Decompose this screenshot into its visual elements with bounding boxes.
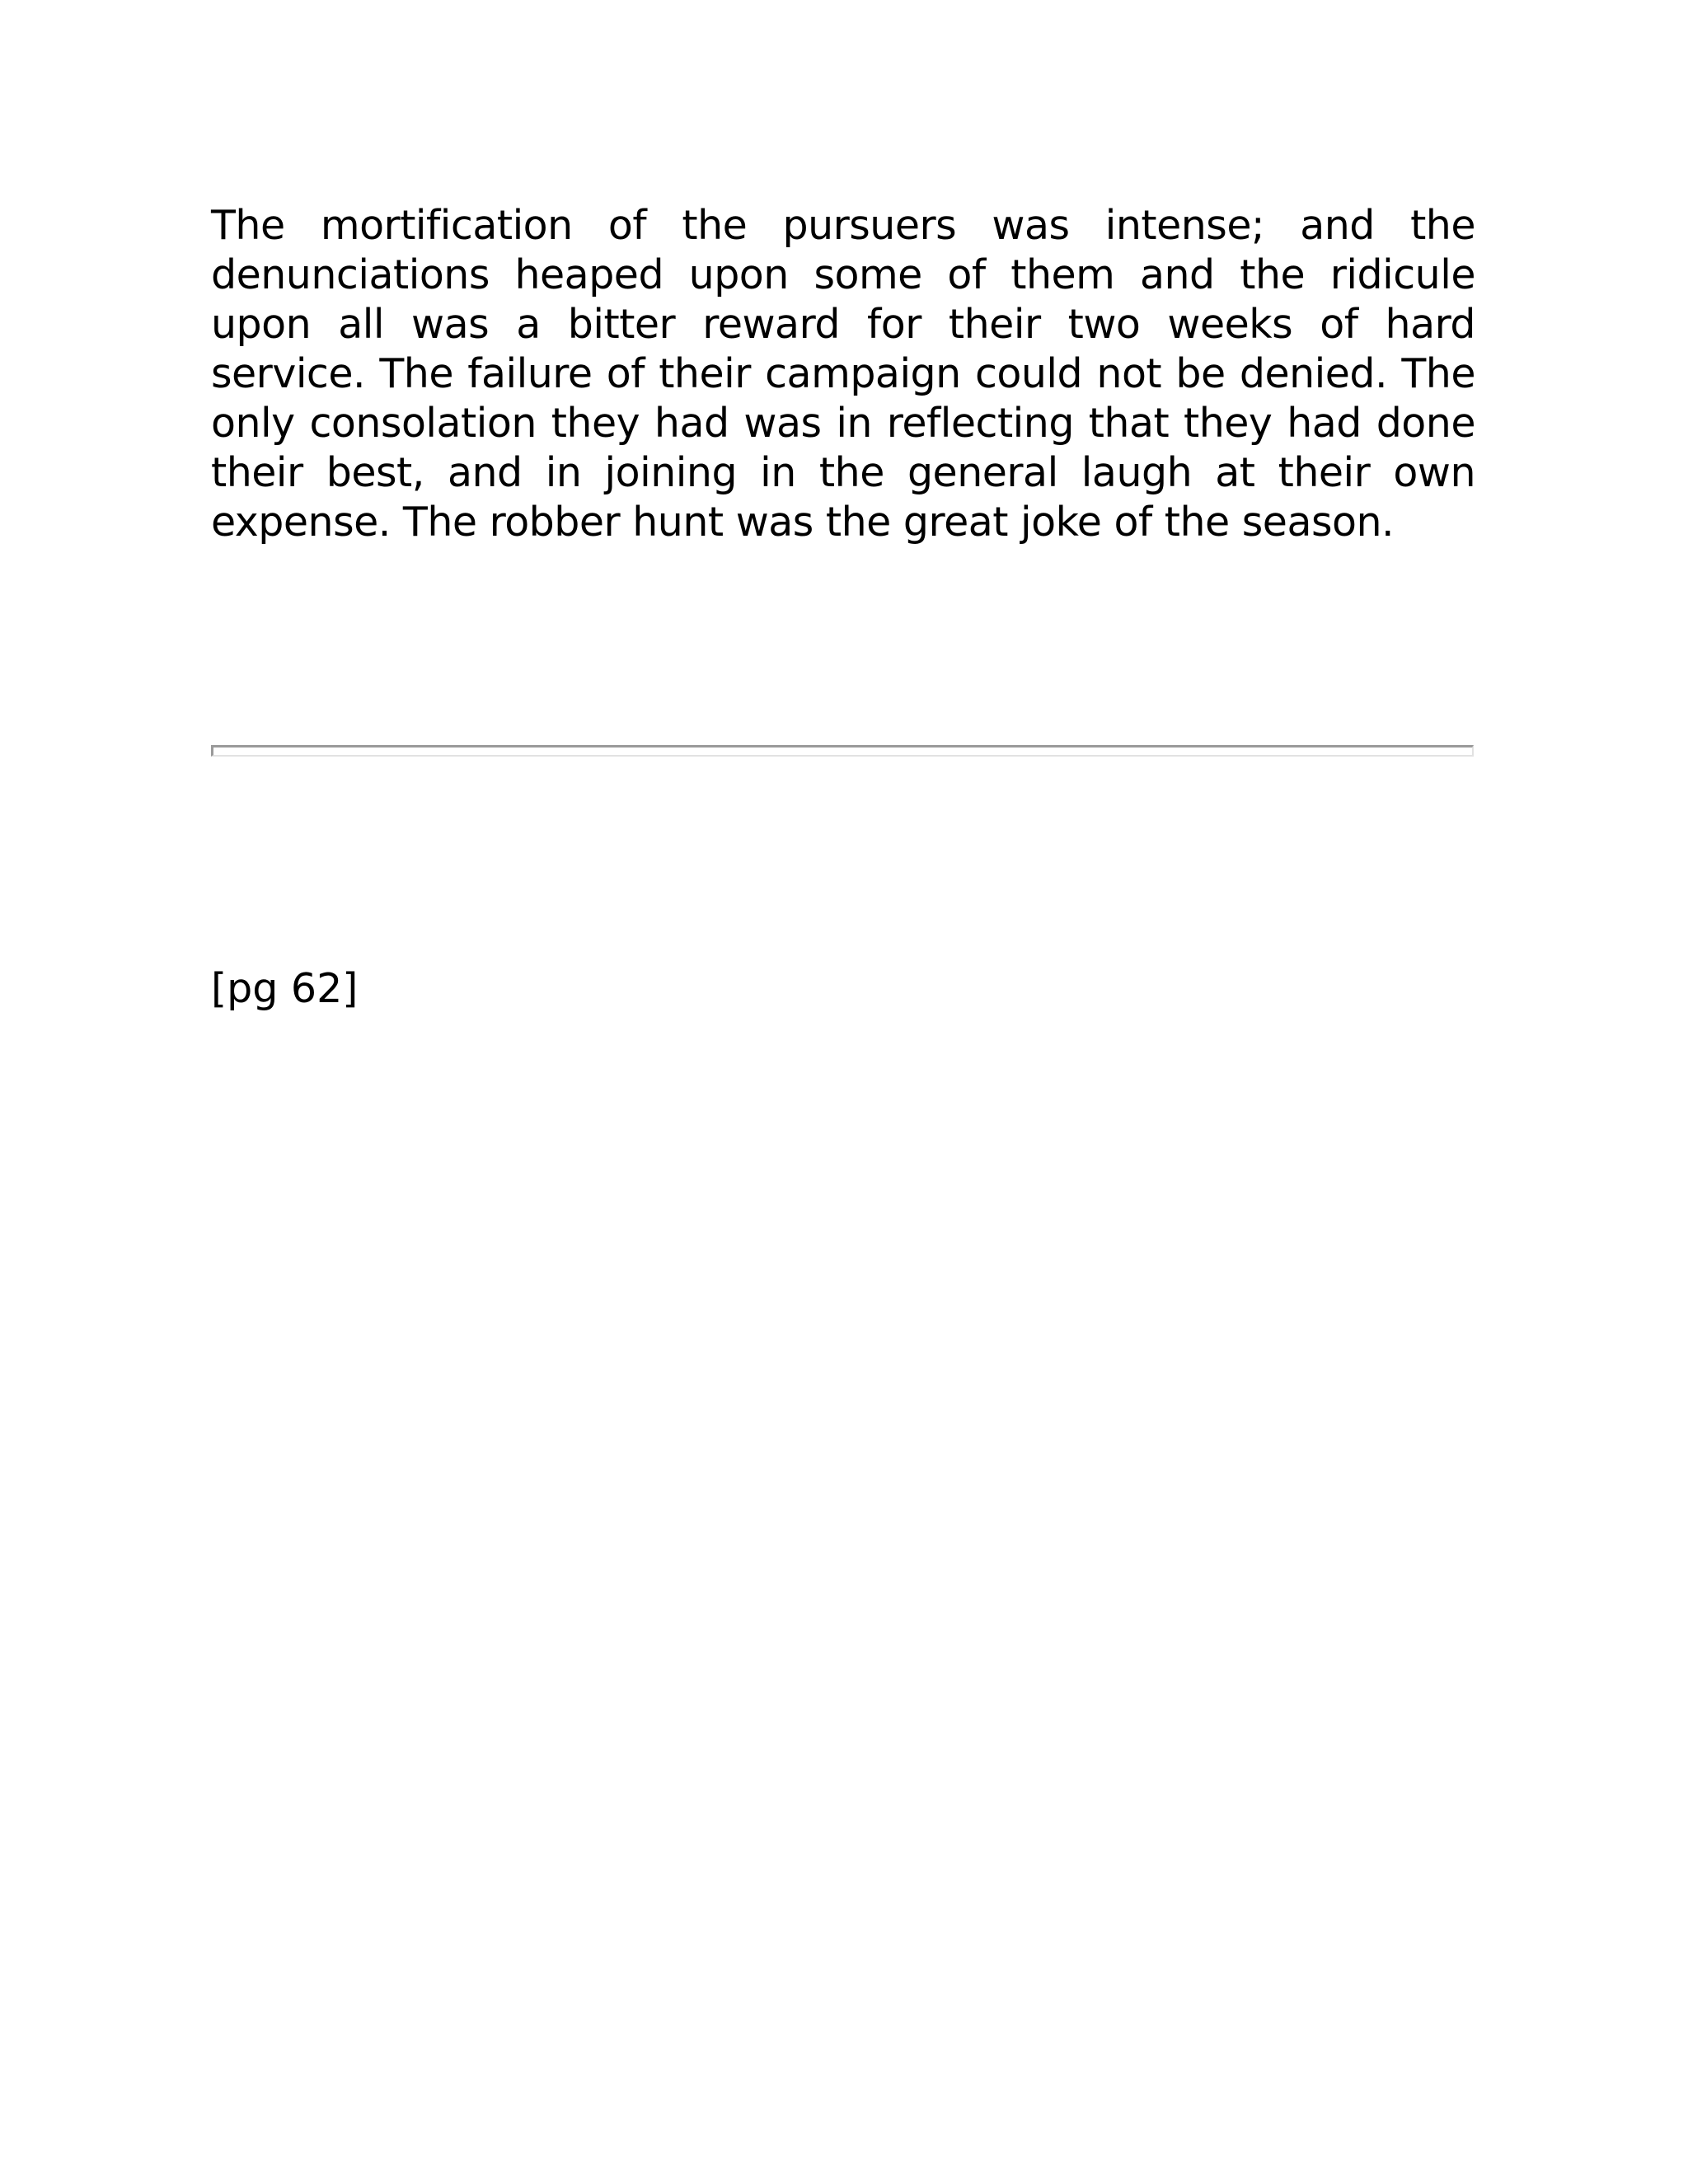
page-number: [pg 62] [211, 965, 359, 1012]
document-page [211, 0, 1475, 2184]
body-paragraph: The mortification of the pursuers was intense; and the denunciations heaped upon some of them and the ridicule upon all was a bitter reward for their two weeks of hard service. The failure of their campaign could not be denied. The only consolation they had was in reflecting that they had done their best, and in joining in the general laugh at their own expense. The robber hunt was the great joke of the season. [211, 202, 1475, 546]
horizontal-rule [211, 745, 1474, 757]
